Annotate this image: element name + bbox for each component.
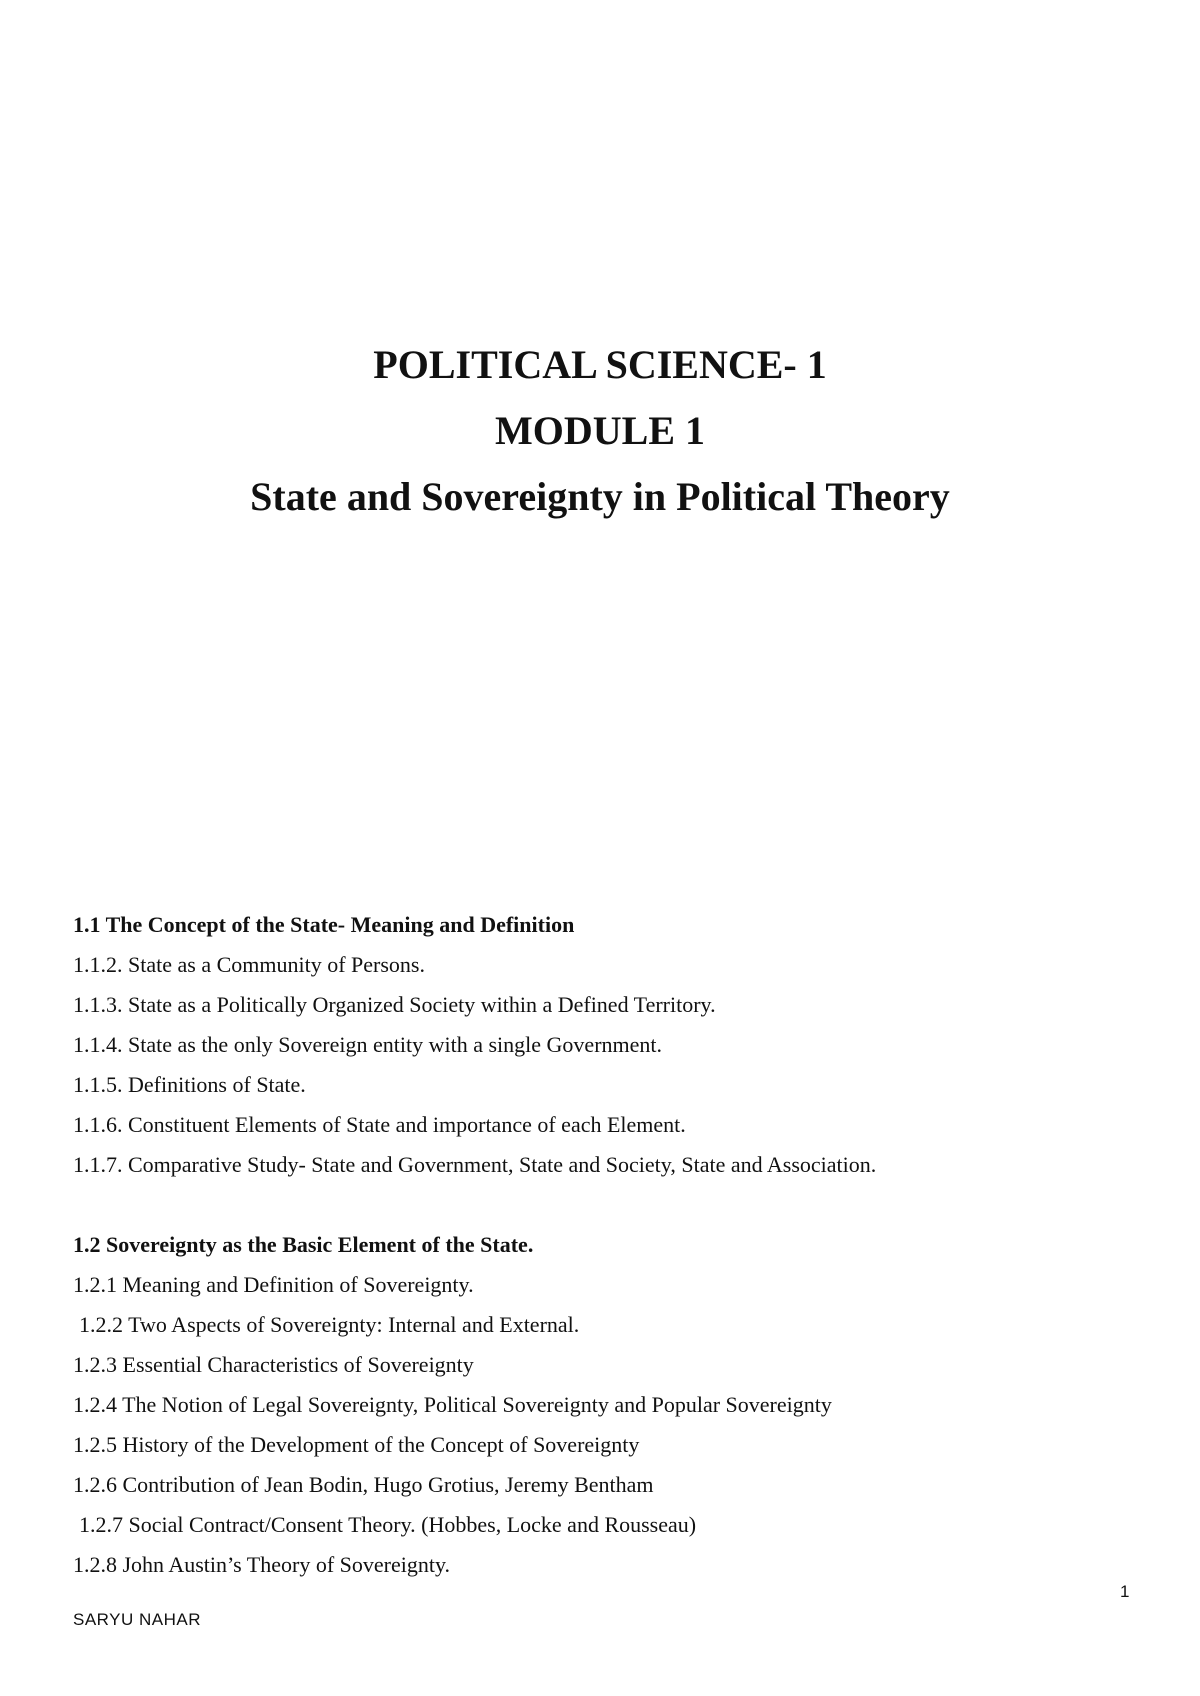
section-1-2 [73, 1225, 1123, 1585]
course-title: POLITICAL SCIENCE- 1 [373, 342, 827, 387]
list-item: 1.1.2. State as a Community of Persons. [73, 952, 425, 977]
page-number: 1 [1120, 1582, 1130, 1601]
list-item: 1.1.3. State as a Politically Organized Society within a Defined Territory. [73, 992, 716, 1017]
section-1-1 [73, 905, 1123, 1185]
module-title: MODULE 1 [495, 408, 705, 453]
table-of-contents [73, 905, 1123, 1585]
list-item: 1.1.6. Constituent Elements of State and importance of each Element. [73, 1112, 686, 1137]
list-item: 1.2.6 Contribution of Jean Bodin, Hugo Grotius, Jeremy Bentham [73, 1472, 654, 1497]
section-heading: 1.2 Sovereignty as the Basic Element of the State. [73, 1232, 534, 1257]
list-item: 1.1.7. Comparative Study- State and Government, State and Society, State and Association. [73, 1152, 877, 1177]
section-heading: 1.1 The Concept of the State- Meaning and Definition [73, 912, 575, 937]
module-subtitle: State and Sovereignty in Political Theory [250, 474, 950, 519]
list-item: 1.2.2 Two Aspects of Sovereignty: Internal and External. [79, 1312, 580, 1337]
title-block [0, 342, 1200, 543]
list-item: 1.2.5 History of the Development of the Concept of Sovereignty [73, 1432, 640, 1457]
footer-author: SARYU NAHAR [73, 1610, 201, 1629]
list-item: 1.2.1 Meaning and Definition of Sovereignty. [73, 1272, 474, 1297]
list-item: 1.2.3 Essential Characteristics of Sovereignty [73, 1352, 474, 1377]
list-item: 1.2.7 Social Contract/Consent Theory. (Hobbes, Locke and Rousseau) [79, 1512, 697, 1537]
list-item: 1.2.4 The Notion of Legal Sovereignty, Political Sovereignty and Popular Sovereignty [73, 1392, 832, 1417]
list-item: 1.2.8 John Austin’s Theory of Sovereignty. [73, 1552, 451, 1577]
list-item: 1.1.4. State as the only Sovereign entity with a single Government. [73, 1032, 663, 1057]
list-item: 1.1.5. Definitions of State. [73, 1072, 306, 1097]
